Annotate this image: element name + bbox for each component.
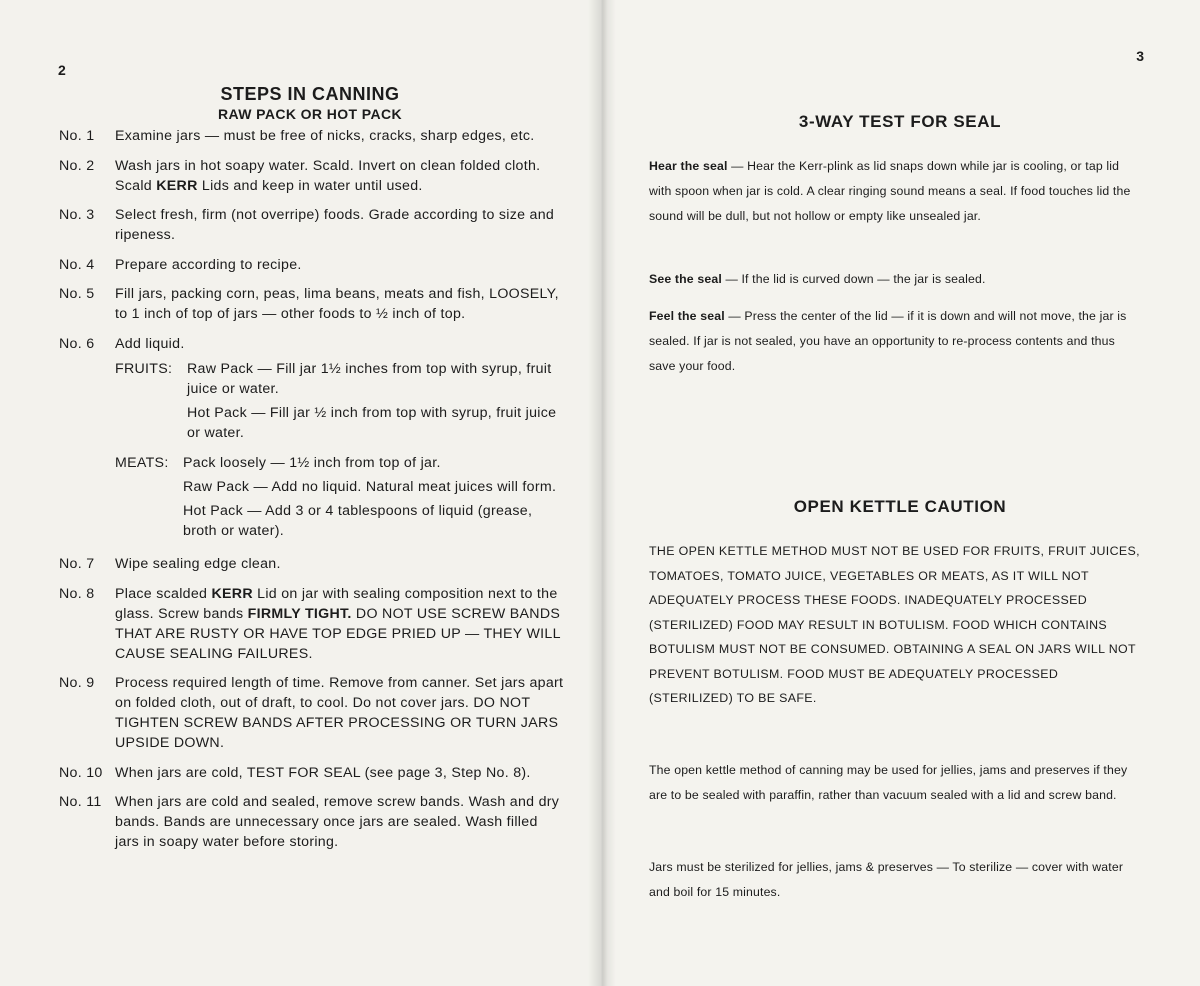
hear-the-seal-text: — Hear the Kerr-plink as lid snaps down while jar is cooling, or tap lid with spoon when jar is cold. A clear ringing sound means a seal. If food touches lid the sound will be dull, but not hollow or empty like unsealed jar.: [649, 159, 1131, 223]
step-text-part: Wash jars in hot soapy water. Scald. Invert on clean folded cloth. Scald: [115, 157, 541, 194]
step-2: [59, 156, 564, 196]
see-the-seal-label: See the seal: [649, 272, 722, 286]
meats-body: [183, 453, 564, 545]
feel-the-seal-paragraph: [649, 304, 1144, 379]
fruits-label: FRUITS:: [115, 360, 173, 377]
steps-title-block: [10, 84, 610, 123]
meats-hot-pack: Hot Pack — Add 3 or 4 tablespoons of liquid (grease, broth or water).: [183, 502, 533, 539]
page-number-right: 3: [1136, 48, 1144, 64]
right-page: [600, 0, 1200, 986]
fruits-raw-pack: Raw Pack — Fill jar 1½ inches from top with syrup, fruit juice or water.: [187, 360, 552, 397]
seal-test-title: 3-WAY TEST FOR SEAL: [798, 112, 1002, 131]
step-text: Wipe sealing edge clean.: [115, 556, 281, 572]
step-number: No. 1: [59, 128, 95, 144]
fruits-section: [115, 359, 564, 447]
firmly-tight: FIRMLY TIGHT.: [247, 605, 352, 622]
meats-section: [115, 453, 564, 545]
step-4: [59, 255, 564, 275]
fruits-body: [187, 359, 564, 447]
hear-the-seal-label: Hear the seal: [649, 159, 728, 173]
step-text: [115, 584, 564, 664]
step-text: Fill jars, packing corn, peas, lima beans, meats and fish, LOOSELY, to 1 inch of top of jars — other foods to ½ inch of top.: [115, 286, 559, 322]
step-text-part: Place scalded: [115, 585, 212, 602]
step-text: Add liquid.: [115, 335, 185, 352]
step-1: [59, 126, 564, 146]
step-number: No. 2: [59, 157, 95, 174]
meats-label: MEATS:: [115, 454, 169, 471]
step-text: Select fresh, firm (not overripe) foods. Grade according to size and ripeness.: [115, 207, 555, 243]
step-text: When jars are cold and sealed, remove screw bands. Wash and dry bands. Bands are unnecessary once jars are sealed. Wash filled jars in soapy water before storing.: [115, 794, 560, 850]
step-number: No. 10: [59, 764, 103, 781]
open-kettle-caution-text: THE OPEN KETTLE METHOD MUST NOT BE USED FOR FRUITS, FRUIT JUICES, TOMATOES, TOMATO JUICE, VEGETABLES OR MEATS, AS IT WILL NOT ADEQUATELY PROCESS THESE FOODS. INADEQUATELY PROCESSED (STERILIZED) FOOD MAY RESULT IN BOTULISM. FOOD WHICH CONTAINS BOTULISM MUST NOT BE CONSUMED. OBTAINING A SEAL ON JARS WILL NOT PREVENT BOTULISM. FOOD MUST BE ADEQUATELY PROCESSED (STERILIZED) TO BE SAFE.: [649, 544, 1140, 705]
meats-raw-pack: Raw Pack — Add no liquid. Natural meat juices will form.: [183, 478, 557, 495]
page-number-left: 2: [58, 62, 66, 78]
hear-the-seal-paragraph: [649, 154, 1144, 229]
step-number: No. 5: [59, 286, 95, 302]
step-number: No. 9: [59, 675, 95, 691]
book-gutter: [588, 0, 616, 986]
feel-the-seal-label: Feel the seal: [649, 309, 725, 323]
step-5: [59, 284, 564, 324]
open-kettle-jellies-paragraph: The open kettle method of canning may be used for jellies, jams and preserves if they are to be sealed with paraffin, rather than vacuum sealed with a lid and screw band.: [649, 763, 1128, 802]
step-number: No. 8: [59, 585, 95, 602]
step-6: [59, 334, 564, 545]
feel-the-seal-text: — Press the center of the lid — if it is down and will not move, the jar is sealed. If jar is not sealed, you have an opportunity to re-process contents and thus save your food.: [649, 309, 1127, 373]
meats-pack-loosely: Pack loosely — 1½ inch from top of jar.: [183, 454, 441, 471]
see-the-seal-paragraph: [649, 267, 1144, 292]
step-3: [59, 205, 564, 245]
fruits-hot-pack: Hot Pack — Fill jar ½ inch from top with syrup, fruit juice or water.: [187, 404, 557, 441]
step-9: [59, 673, 564, 753]
step-8: [59, 584, 564, 664]
step-number: No. 11: [59, 794, 102, 810]
open-kettle-caution-title: OPEN KETTLE CAUTION: [793, 497, 1007, 516]
step-7: [59, 554, 564, 574]
step-10: [59, 763, 564, 783]
kerr-brand: KERR: [156, 177, 198, 194]
steps-title: STEPS IN CANNING: [220, 84, 400, 104]
step-text-part: DO NOT USE SCREW BANDS THAT ARE RUSTY OR HAVE TOP EDGE PRIED UP — THEY WILL CAUSE SEALING FAILURES.: [115, 605, 561, 662]
step-number: No. 7: [59, 556, 95, 572]
sterilize-paragraph: Jars must be sterilized for jellies, jams & preserves — To sterilize — cover with water and boil for 15 minutes.: [649, 860, 1124, 899]
step-text: When jars are cold, TEST FOR SEAL (see page 3, Step No. 8).: [115, 764, 531, 781]
step-text: Process required length of time. Remove from canner. Set jars apart on folded cloth, out of draft, to cool. Do not cover jars. DO NOT TIGHTEN SCREW BANDS AFTER PROCESSING OR TURN JARS UPSIDE DOWN.: [115, 675, 564, 751]
kerr-brand: KERR: [211, 585, 253, 602]
step-text: Prepare according to recipe.: [115, 256, 302, 273]
step-text: Examine jars — must be free of nicks, cracks, sharp edges, etc.: [115, 128, 535, 144]
step-text-block: [115, 334, 564, 545]
step-text-part: Lid on jar with sealing composition next to the glass. Screw bands: [115, 585, 558, 622]
step-number: No. 6: [59, 335, 95, 352]
step-text: [115, 156, 564, 196]
steps-list: [59, 126, 564, 862]
steps-subtitle: RAW PACK OR HOT PACK: [217, 106, 403, 122]
step-number: No. 4: [59, 256, 95, 273]
step-text-part: Lids and keep in water until used.: [197, 177, 423, 194]
step-number: No. 3: [59, 207, 95, 223]
see-the-seal-text: — If the lid is curved down — the jar is sealed.: [721, 272, 986, 286]
step-11: [59, 792, 564, 852]
